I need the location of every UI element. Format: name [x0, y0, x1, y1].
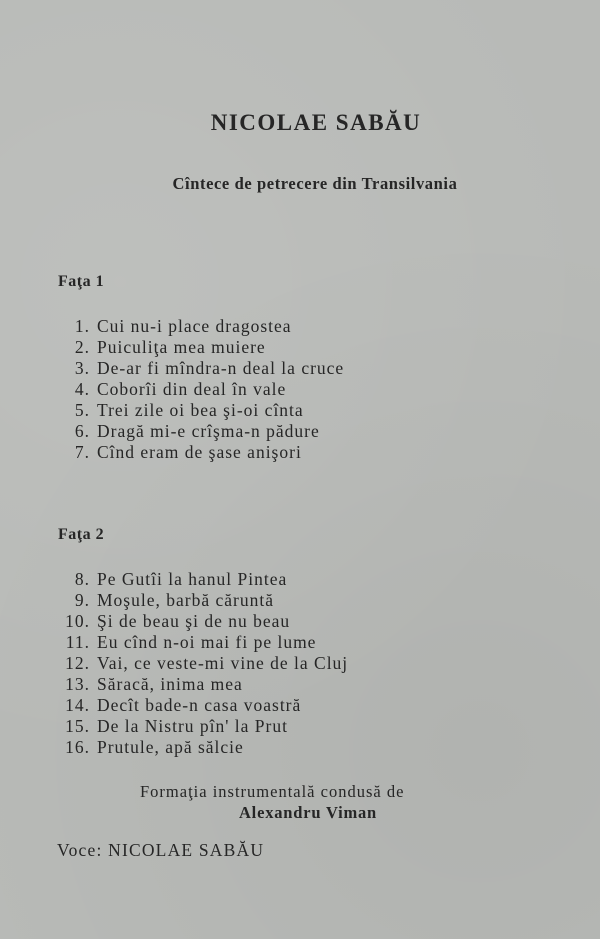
track-number: 7.	[74, 442, 90, 462]
track-item	[50, 358, 344, 379]
track-number: 8.	[74, 569, 90, 589]
track-number: 13.	[65, 674, 90, 694]
track-title: Cui nu-i place dragostea	[97, 316, 292, 336]
side-2-label: Faţa 2	[58, 526, 105, 543]
track-item	[50, 590, 348, 611]
track-item	[50, 442, 344, 463]
track-number: 2.	[74, 337, 90, 357]
track-number: 4.	[74, 379, 90, 399]
track-number: 12.	[65, 653, 90, 673]
track-title: Săracă, inima mea	[97, 674, 243, 694]
side-1-label: Faţa 1	[58, 273, 105, 290]
track-title: Decît bade-n casa voastră	[97, 695, 302, 715]
track-title: Dragă mi-e crîşma-n pădure	[97, 421, 320, 441]
track-title: Trei zile oi bea şi-oi cînta	[97, 400, 304, 420]
track-item	[50, 316, 344, 337]
voice-credit: Voce: NICOLAE SABĂU	[57, 840, 265, 860]
track-number: 15.	[65, 716, 90, 736]
track-number: 14.	[65, 695, 90, 715]
track-title: Moşule, barbă căruntă	[97, 590, 274, 610]
track-number: 6.	[74, 421, 90, 441]
side-1-tracklist	[50, 316, 344, 463]
track-item	[50, 674, 348, 695]
track-title: De-ar fi mîndra-n deal la cruce	[97, 358, 345, 378]
track-item	[50, 569, 348, 590]
track-number: 9.	[74, 590, 90, 610]
track-item	[50, 653, 348, 674]
track-title: Pe Gutîi la hanul Pintea	[97, 569, 288, 589]
track-title: Eu cînd n-oi mai fi pe lume	[97, 632, 317, 652]
track-item	[50, 716, 348, 737]
track-item	[50, 695, 348, 716]
track-number: 1.	[74, 316, 90, 336]
track-item	[50, 611, 348, 632]
side-2-tracklist	[50, 569, 348, 758]
track-number: 16.	[65, 737, 90, 757]
track-item	[50, 632, 348, 653]
track-number: 3.	[74, 358, 90, 378]
track-title: Vai, ce veste-mi vine de la Cluj	[97, 653, 349, 673]
track-title: Şi de beau şi de nu beau	[97, 611, 291, 631]
track-item	[50, 421, 344, 442]
track-title: Coborîi din deal în vale	[97, 379, 287, 399]
artist-title: NICOLAE SABĂU	[210, 110, 422, 135]
track-number: 10.	[65, 611, 90, 631]
track-title: Puiculiţa mea muiere	[97, 337, 266, 357]
track-item	[50, 337, 344, 358]
track-title: Prutule, apă sălcie	[97, 737, 244, 757]
track-item	[50, 737, 348, 758]
track-title: De la Nistru pîn' la Prut	[97, 716, 288, 736]
conductor-name: Alexandru Viman	[238, 803, 378, 822]
track-item	[50, 400, 344, 421]
album-subtitle: Cîntece de petrecere din Transilvania	[172, 174, 458, 193]
orchestra-credit: Formaţia instrumentală condusă de	[140, 782, 405, 801]
track-number: 5.	[74, 400, 90, 420]
track-item	[50, 379, 344, 400]
track-number: 11.	[65, 632, 90, 652]
track-title: Cînd eram de şase anişori	[97, 442, 302, 462]
